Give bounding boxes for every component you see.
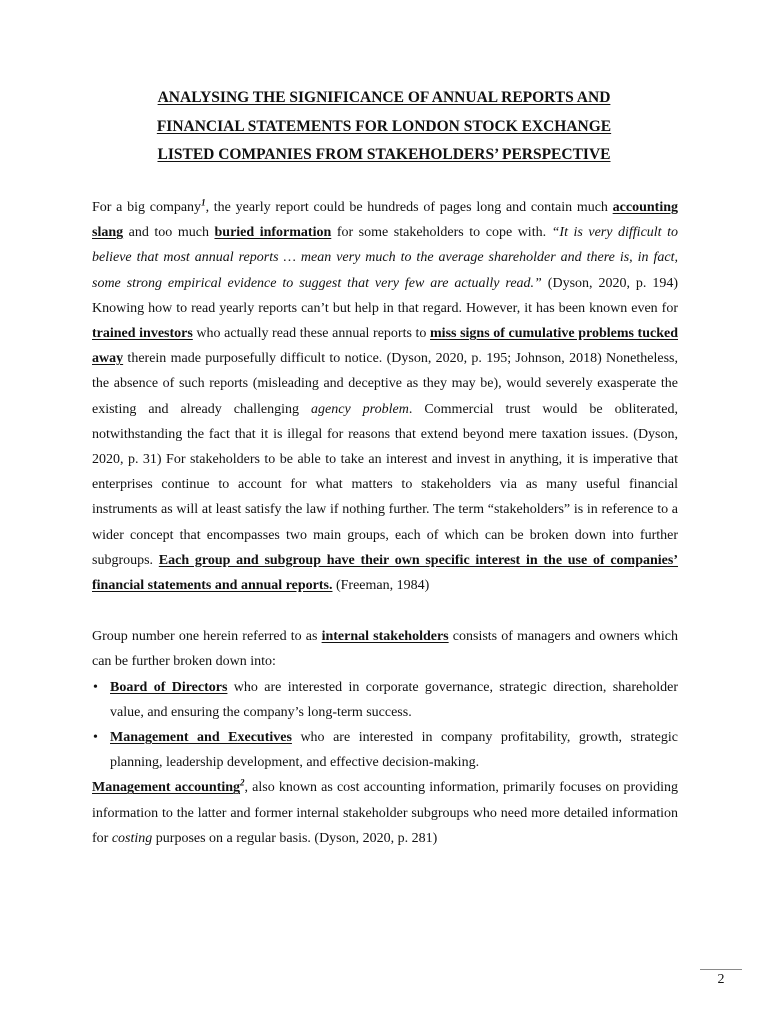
list-item xyxy=(110,675,678,725)
key-statement-stakeholder-interest: Each group and subgroup have their own specific interest in the use of companies’ financial statements and annual reports. xyxy=(92,552,679,594)
text-run: who actually read these annual reports to xyxy=(192,326,431,342)
list-item-term: Management and Executives xyxy=(110,730,292,746)
document-body xyxy=(92,195,678,851)
text-run: (Dyson, 2020, p. 194) Knowing how to read yearly reports can’t but help in that regard. However, it has been known even for xyxy=(92,275,678,316)
list-item xyxy=(110,725,678,775)
key-term-trained-investors: trained investors xyxy=(92,326,193,342)
key-term-internal-stakeholders: internal stakeholders xyxy=(321,629,449,645)
list-item-term: Board of Directors xyxy=(110,679,228,695)
footnote-ref-1: 1 xyxy=(201,197,206,208)
emphasis-agency-problem: agency problem xyxy=(311,401,409,417)
paragraph-gap xyxy=(92,598,678,624)
list-item-text: who are interested in company profitability, growth, strategic planning, leadership development, and effective decision-making. xyxy=(110,730,678,771)
title-line-2: FINANCIAL STATEMENTS FOR LONDON STOCK EXCHANGE xyxy=(156,117,612,135)
text-run: for some stakeholders to cope with. xyxy=(331,225,552,241)
intro-paragraph xyxy=(92,195,678,598)
management-accounting-paragraph xyxy=(92,775,678,851)
emphasis-costing: costing xyxy=(111,830,153,846)
page-number: 2 xyxy=(717,972,725,987)
text-run: For a big company xyxy=(92,200,202,215)
document-title xyxy=(92,84,676,170)
text-run: (Freeman, 1984) xyxy=(332,578,430,594)
key-term-management-accounting: Management accounting xyxy=(92,780,241,796)
footnote-ref-2: 2 xyxy=(240,777,245,788)
text-run: purposes on a regular basis. (Dyson, 2020, p. 281) xyxy=(152,830,438,846)
title-line-1: ANALYSING THE SIGNIFICANCE OF ANNUAL REPORTS AND xyxy=(157,89,611,106)
key-term-buried-information: buried information xyxy=(214,225,332,241)
key-term-miss-signs: miss signs of cumulative problems tucked away xyxy=(92,326,679,367)
text-run: consists of managers and owners which can be further broken down into: xyxy=(92,629,679,670)
text-run: , the yearly report could be hundreds of pages long and contain much xyxy=(205,200,613,215)
key-term-accounting-slang: accounting slang xyxy=(92,200,678,241)
internal-stakeholders-paragraph xyxy=(92,624,678,674)
title-line-3: LISTED COMPANIES FROM STAKEHOLDERS’ PERSPECTIVE xyxy=(157,146,611,163)
footer-divider xyxy=(700,969,742,970)
list-item-text: who are interested in corporate governance, strategic direction, shareholder value, and ensuring the company’s long-term success. xyxy=(110,679,679,720)
text-run: and too much xyxy=(123,225,215,241)
text-run: Group number one herein referred to as xyxy=(92,629,322,645)
text-run: , also known as cost accounting information, primarily focuses on providing information to the latter and former internal stakeholder subgroups who need more detailed information for xyxy=(92,780,678,846)
stakeholder-subgroup-list xyxy=(92,675,678,776)
text-run: therein made purposefully difficult to notice. (Dyson, 2020, p. 195; Johnson, 2018) Nonetheless, the absence of such reports (misleading and deceptive as they may be), would severely exasperate the existing and already challenging xyxy=(92,351,678,417)
quotation: “It is very difficult to believe that most annual reports … mean very much to the average shareholder and there is, in fact, some strong empirical evidence to suggest that very few are actually read.” xyxy=(92,225,678,291)
text-run: . Commercial trust would be obliterated, notwithstanding the fact that it is illegal for reasons that extend beyond mere taxation issues. (Dyson, 2020, p. 31) For stakeholders to be able to take an interest and invest in anything, it is imperative that enterprises continue to account for what matters to stakeholders via as many useful financial instruments as will at least satisfy the law if nothing further. The term “stakeholders” is in reference to a wider concept that encompasses two main groups, each of which can be broken down into further subgroups. xyxy=(92,401,678,568)
